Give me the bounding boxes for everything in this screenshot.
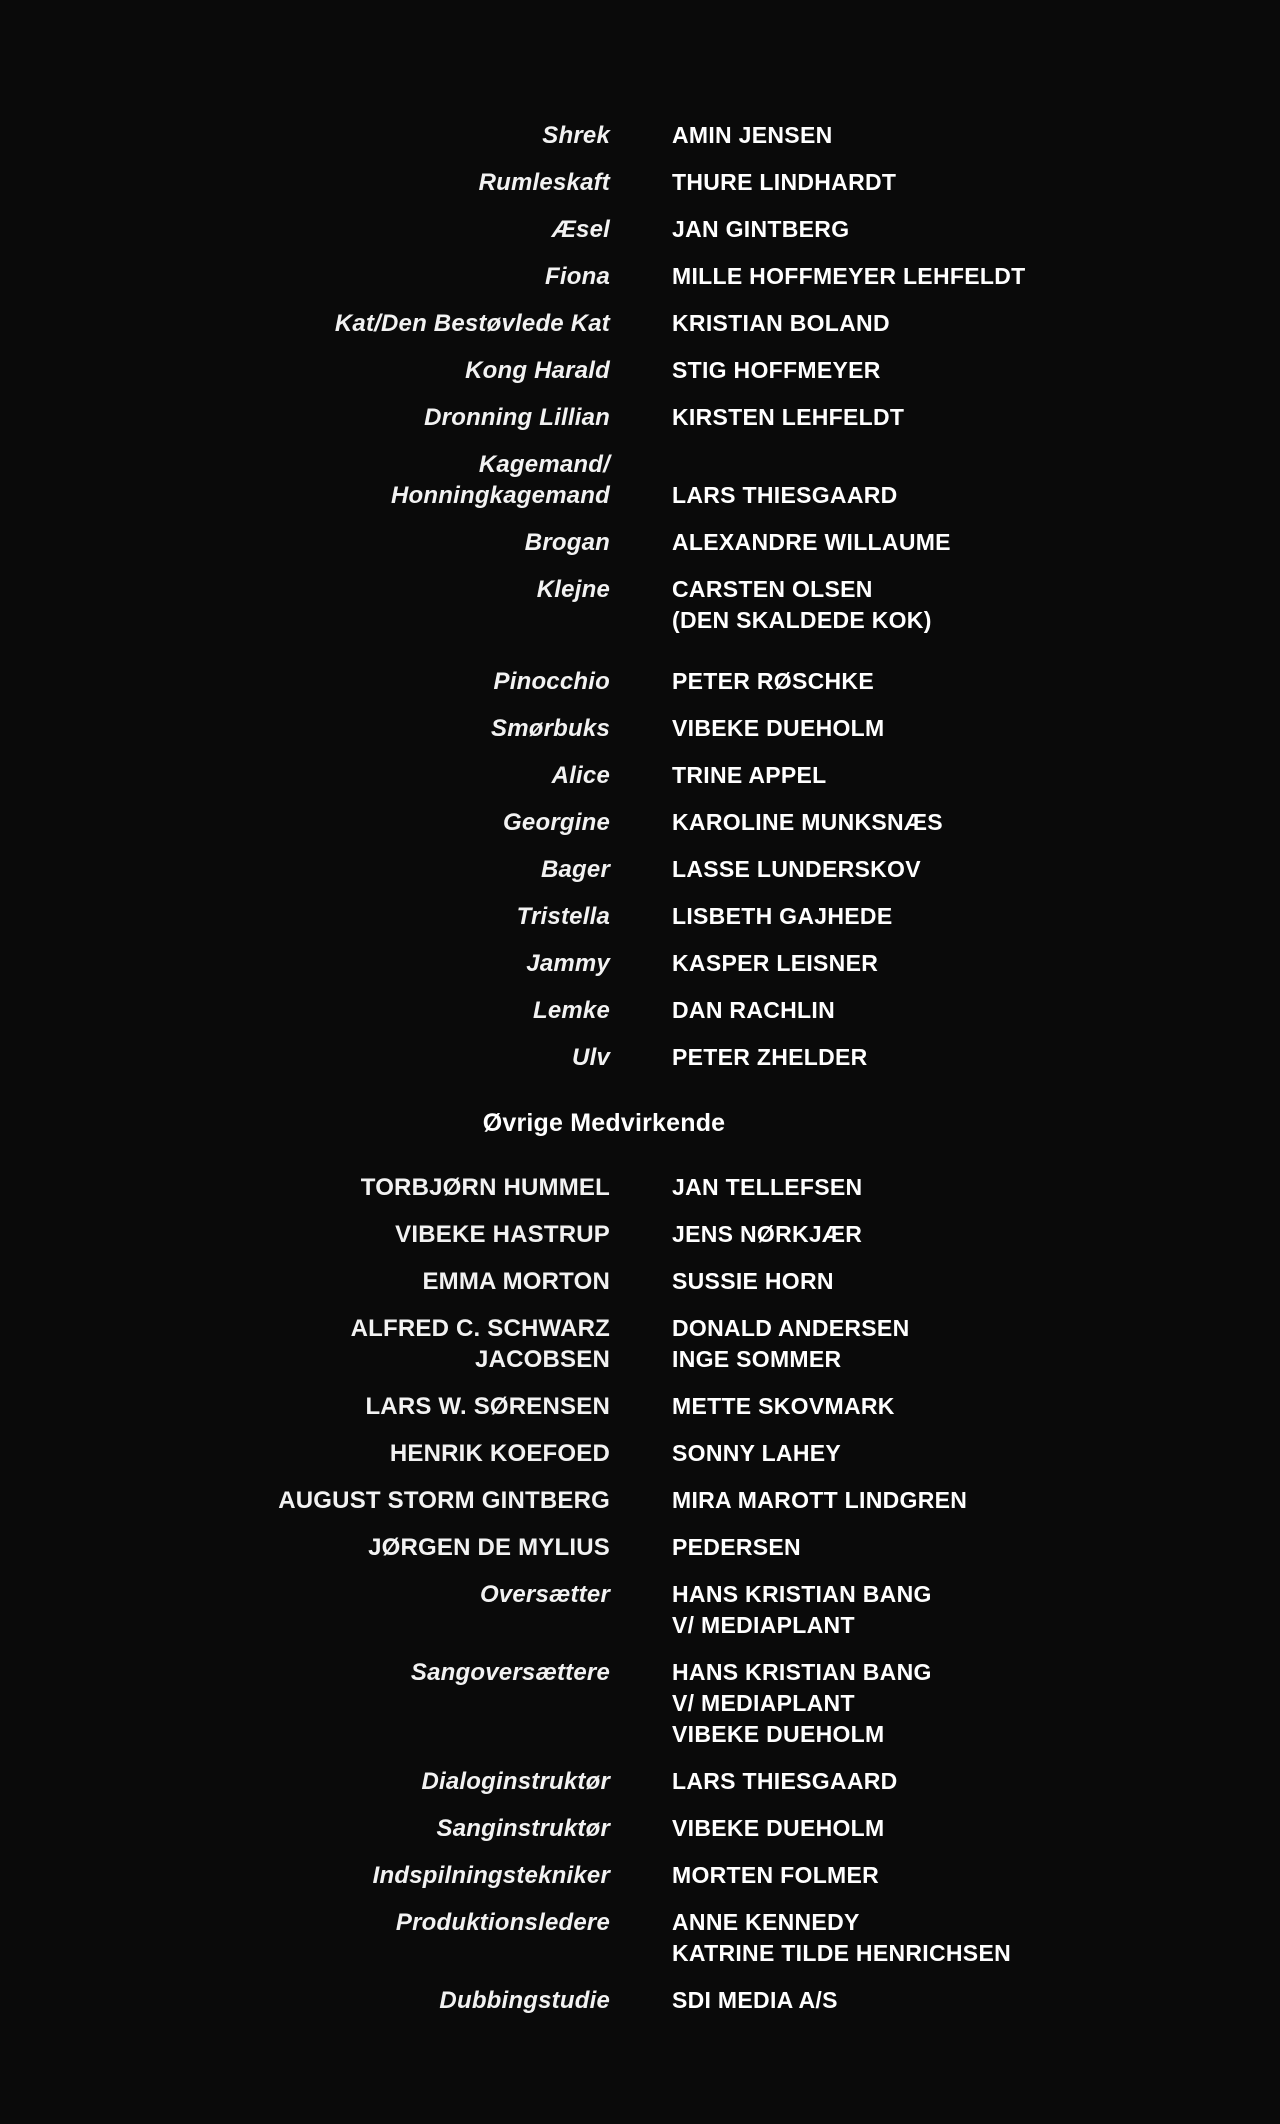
credit-role: EMMA MORTON — [422, 1268, 610, 1295]
credit-name-line3: VIBEKE DUEHOLM — [672, 1721, 885, 1747]
credit-row — [0, 995, 1280, 1026]
credit-role: Ulv — [572, 1044, 610, 1071]
credit-name: MORTEN FOLMER — [672, 1862, 880, 1888]
cast-list — [0, 120, 1280, 636]
credit-role: Kong Harald — [465, 357, 610, 384]
credit-row — [0, 1766, 1280, 1797]
credit-name: PETER RØSCHKE — [672, 668, 874, 694]
credit-name-line2: INGE SOMMER — [672, 1346, 842, 1372]
credit-name: KASPER LEISNER — [672, 950, 879, 976]
credit-row — [0, 1532, 1280, 1563]
credit-name: SDI MEDIA A/S — [672, 1987, 838, 2013]
credit-row — [0, 1579, 1280, 1641]
credit-name-line1: HANS KRISTIAN BANG — [672, 1581, 932, 1607]
credit-name: STIG HOFFMEYER — [672, 357, 881, 383]
credit-row — [0, 261, 1280, 292]
credit-name — [672, 1657, 1232, 1750]
credit-role: HENRIK KOEFOED — [389, 1440, 610, 1467]
credit-name-line2: (DEN SKALDEDE KOK) — [672, 607, 932, 633]
credit-role: TORBJØRN HUMMEL — [360, 1174, 610, 1201]
credit-role: Bager — [540, 856, 610, 883]
credit-name-line1: HANS KRISTIAN BANG — [672, 1659, 932, 1685]
credit-name-line1: ANNE KENNEDY — [672, 1909, 860, 1935]
credit-row — [0, 167, 1280, 198]
credit-row — [0, 1657, 1280, 1750]
credit-name: DAN RACHLIN — [672, 997, 836, 1023]
credit-row — [0, 527, 1280, 558]
credit-name: PETER ZHELDER — [672, 1044, 868, 1070]
credit-row — [0, 1172, 1280, 1203]
credit-name-line2: KATRINE TILDE HENRICHSEN — [672, 1940, 1012, 1966]
credit-row — [0, 1813, 1280, 1844]
credit-row — [0, 807, 1280, 838]
credit-name: MILLE HOFFMEYER LEHFELDT — [672, 263, 1026, 289]
credit-name — [672, 574, 1232, 636]
credit-name: MIRA MAROTT LINDGREN — [672, 1487, 968, 1513]
credit-row — [0, 355, 1280, 386]
credit-role: Klejne — [536, 576, 610, 603]
credit-name-line1: CARSTEN OLSEN — [672, 576, 873, 602]
credit-name — [672, 1907, 1232, 1969]
credit-role: Æsel — [551, 216, 610, 243]
credit-role: Produktionsledere — [395, 1909, 610, 1936]
credits-content — [0, 120, 1280, 2032]
credit-name: KIRSTEN LEHFELDT — [672, 404, 905, 430]
credit-role: Brogan — [524, 529, 610, 556]
credit-row — [0, 760, 1280, 791]
credit-row — [0, 214, 1280, 245]
credit-row — [0, 1042, 1280, 1073]
credit-row — [0, 666, 1280, 697]
credit-role-line2: Honningkagemand — [390, 482, 610, 509]
credit-row — [0, 948, 1280, 979]
credit-name: LASSE LUNDERSKOV — [672, 856, 921, 882]
credit-row — [0, 120, 1280, 151]
credit-name-line1: DONALD ANDERSEN — [672, 1315, 910, 1341]
credit-role-line1: Kagemand/ — [478, 451, 610, 478]
credit-name: LISBETH GAJHEDE — [672, 903, 893, 929]
credit-name: PEDERSEN — [672, 1534, 801, 1560]
credit-name: SONNY LAHEY — [672, 1440, 842, 1466]
credit-role: AUGUST STORM GINTBERG — [278, 1487, 610, 1514]
credit-role: LARS W. SØRENSEN — [365, 1393, 610, 1420]
credit-role — [0, 1313, 610, 1375]
credit-name: LARS THIESGAARD — [672, 1768, 898, 1794]
credit-name: KAROLINE MUNKSNÆS — [672, 809, 943, 835]
crew-list — [0, 1579, 1280, 2016]
credit-role: Dubbingstudie — [439, 1987, 610, 2014]
credit-role: Georgine — [503, 809, 610, 836]
credit-role: JØRGEN DE MYLIUS — [368, 1534, 610, 1561]
credit-row — [0, 574, 1280, 636]
credit-row — [0, 1219, 1280, 1250]
credit-name-line2: V/ MEDIAPLANT — [672, 1612, 855, 1638]
credit-role: Rumleskaft — [478, 169, 610, 196]
credit-row — [0, 713, 1280, 744]
credit-role: Smørbuks — [491, 715, 610, 742]
other-cast-list — [0, 1172, 1280, 1563]
credit-role-line1: ALFRED C. SCHWARZ — [350, 1315, 610, 1342]
credit-name — [672, 1313, 1232, 1375]
credit-role: Indspilningstekniker — [372, 1862, 610, 1889]
credit-row — [0, 1313, 1280, 1375]
credit-name: SUSSIE HORN — [672, 1268, 834, 1294]
credit-row — [0, 1907, 1280, 1969]
credit-role: Sangoversættere — [410, 1659, 610, 1686]
credit-name: METTE SKOVMARK — [672, 1393, 895, 1419]
credit-name: AMIN JENSEN — [672, 122, 833, 148]
credit-role: Tristella — [516, 903, 610, 930]
credit-row — [0, 1985, 1280, 2016]
credit-role: Sanginstruktør — [436, 1815, 610, 1842]
credit-name — [672, 449, 1232, 511]
credit-name: JENS NØRKJÆR — [672, 1221, 863, 1247]
credit-name: ALEXANDRE WILLAUME — [672, 529, 951, 555]
credit-row — [0, 308, 1280, 339]
credit-name: VIBEKE DUEHOLM — [672, 715, 885, 741]
credit-name: TRINE APPEL — [672, 762, 827, 788]
credit-row — [0, 1438, 1280, 1469]
credit-name: THURE LINDHARDT — [672, 169, 897, 195]
credit-name-line1: LARS THIESGAARD — [672, 482, 898, 508]
credit-name: JAN GINTBERG — [672, 216, 850, 242]
credit-role: Pinocchio — [493, 668, 610, 695]
credit-role: Alice — [551, 762, 610, 789]
credit-row — [0, 449, 1280, 511]
credit-role: Dronning Lillian — [424, 404, 610, 431]
credit-role: Kat/Den Bestøvlede Kat — [334, 310, 610, 337]
credit-row — [0, 402, 1280, 433]
credit-name: JAN TELLEFSEN — [672, 1174, 863, 1200]
credit-name: VIBEKE DUEHOLM — [672, 1815, 885, 1841]
credit-row — [0, 1391, 1280, 1422]
credit-row — [0, 901, 1280, 932]
credit-name — [672, 1579, 1232, 1641]
credit-row — [0, 1266, 1280, 1297]
credit-role: Dialoginstruktør — [421, 1768, 610, 1795]
credit-name: KRISTIAN BOLAND — [672, 310, 890, 336]
credit-role: VIBEKE HASTRUP — [395, 1221, 610, 1248]
credit-row — [0, 1485, 1280, 1516]
credit-role: Fiona — [545, 263, 610, 290]
spacer — [0, 652, 1280, 666]
credit-role: Oversætter — [479, 1581, 610, 1608]
cast-list-secondary — [0, 666, 1280, 1073]
credit-role: Jammy — [526, 950, 610, 977]
credit-row — [0, 854, 1280, 885]
credit-role — [0, 449, 610, 511]
credit-role: Lemke — [532, 997, 610, 1024]
section-title-other-cast: Øvrige Medvirkende — [482, 1109, 726, 1137]
credit-row — [0, 1860, 1280, 1891]
credit-name-line2: V/ MEDIAPLANT — [672, 1690, 855, 1716]
credit-role: Shrek — [542, 122, 610, 149]
credit-role-line2: JACOBSEN — [475, 1346, 610, 1373]
